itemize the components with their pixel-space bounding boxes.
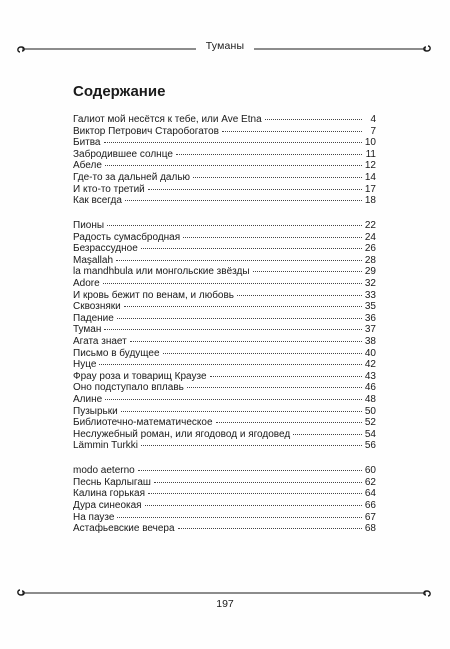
toc-entry-page: 36	[364, 312, 376, 324]
toc-group	[73, 114, 376, 207]
toc-entry-title: На паузе	[73, 511, 115, 523]
toc-entry	[73, 348, 376, 360]
toc-entry-title: Неслужебный роман, или ягодовод и ягодовед	[73, 428, 291, 440]
dot-leader	[187, 387, 362, 388]
toc-entry	[73, 359, 376, 371]
toc-entry-page: 42	[364, 359, 376, 371]
dot-leader	[104, 142, 363, 143]
toc-entry-page: 43	[364, 370, 376, 382]
toc-entry-title: Библиотечно-математическое	[73, 417, 213, 429]
toc-entry-title: Забродившее солнце	[73, 148, 173, 160]
dot-leader	[141, 445, 362, 446]
toc-entry-page: 64	[364, 488, 376, 500]
toc-entry-page: 17	[364, 183, 376, 195]
dot-leader	[253, 271, 362, 272]
running-head	[0, 40, 450, 52]
toc-group	[73, 465, 376, 535]
toc-entry	[73, 465, 376, 477]
toc-entry	[73, 336, 376, 348]
toc-entry-page: 35	[364, 301, 376, 313]
dot-leader	[265, 119, 362, 120]
toc-entry-page: 37	[364, 324, 376, 336]
dot-leader	[154, 482, 362, 483]
toc-entry	[73, 243, 376, 255]
toc-entry-title: Фрау роза и товарищ Краузе	[73, 370, 207, 382]
toc-entry-page: 10	[364, 137, 376, 149]
page-number-text: 197	[208, 598, 242, 610]
toc-entry-title: Как всегда	[73, 195, 122, 207]
dot-leader	[145, 505, 362, 506]
toc-entry-title: Падение	[73, 312, 114, 324]
toc-entry-title: Пузырьки	[73, 405, 118, 417]
page-number	[0, 598, 450, 610]
table-of-contents	[73, 114, 376, 548]
dot-leader	[141, 248, 362, 249]
dot-leader	[116, 260, 362, 261]
toc-entry	[73, 126, 376, 138]
toc-entry	[73, 137, 376, 149]
toc-entry	[73, 324, 376, 336]
toc-entry-page: 68	[364, 523, 376, 535]
toc-entry-title: Сквозняки	[73, 301, 121, 313]
toc-entry-title: Виктор Петрович Старобогатов	[73, 125, 219, 137]
toc-entry-page: 54	[364, 428, 376, 440]
toc-entry	[73, 255, 376, 267]
dot-leader	[105, 165, 362, 166]
toc-entry	[73, 232, 376, 244]
dot-leader	[104, 329, 362, 330]
toc-entry-page: 26	[364, 243, 376, 255]
dot-leader	[216, 422, 362, 423]
toc-entry-title: И кто-то третий	[73, 183, 145, 195]
toc-entry-page: 14	[364, 171, 376, 183]
toc-entry	[73, 149, 376, 161]
running-head-text: Туманы	[196, 40, 255, 52]
toc-entry-page: 67	[364, 511, 376, 523]
toc-entry-page: 11	[365, 148, 376, 160]
dot-leader	[99, 364, 362, 365]
toc-entry	[73, 278, 376, 290]
toc-entry-page: 33	[364, 289, 376, 301]
dot-leader	[210, 376, 362, 377]
toc-entry-page: 12	[364, 160, 376, 172]
dot-leader	[178, 528, 362, 529]
toc-entry	[73, 266, 376, 278]
dot-leader	[183, 237, 362, 238]
toc-entry	[73, 160, 376, 172]
toc-entry-page: 56	[364, 440, 376, 452]
toc-entry-title: Пионы	[73, 220, 105, 232]
toc-entry-title: Радость сумасбродная	[73, 231, 181, 243]
toc-entry-page: 22	[364, 220, 376, 232]
toc-entry	[73, 512, 376, 524]
toc-entry	[73, 220, 376, 232]
toc-entry	[73, 172, 376, 184]
toc-entry-title: Абеле	[73, 160, 102, 172]
dot-leader	[138, 470, 362, 471]
dot-leader	[163, 353, 362, 354]
toc-entry-title: Где-то за дальней далью	[73, 171, 191, 183]
toc-entry	[73, 429, 376, 441]
toc-entry	[73, 301, 376, 313]
toc-entry-page: 66	[364, 500, 376, 511]
toc-entry-page: 50	[364, 405, 376, 417]
toc-entry-page: 60	[364, 465, 376, 477]
dot-leader	[293, 434, 362, 435]
toc-group	[73, 220, 376, 452]
toc-entry-title: Калина горькая	[73, 488, 146, 500]
toc-entry	[73, 500, 376, 512]
toc-entry-title: Туман	[73, 324, 102, 336]
toc-entry	[73, 195, 376, 207]
toc-entry-title: Песнь Карлыгаш	[73, 476, 151, 488]
dot-leader	[237, 295, 362, 296]
toc-entry-title: Дура синеокая	[73, 500, 142, 511]
toc-entry-title: Битва	[73, 137, 101, 149]
toc-entry-page: 24	[364, 231, 376, 243]
dot-leader	[130, 341, 362, 342]
toc-entry-page: 18	[364, 195, 376, 207]
toc-entry	[73, 114, 376, 126]
toc-entry-page: 62	[364, 476, 376, 488]
toc-entry	[73, 406, 376, 418]
dot-leader	[117, 318, 362, 319]
dot-leader	[105, 399, 362, 400]
toc-entry-title: Безрассудное	[73, 243, 138, 255]
dot-leader	[121, 411, 362, 412]
toc-entry	[73, 523, 376, 535]
toc-entry-title: И кровь бежит по венам, и любовь	[73, 289, 235, 301]
toc-entry	[73, 440, 376, 452]
toc-entry	[73, 382, 376, 394]
dot-leader	[107, 225, 362, 226]
toc-entry-title: Adore	[73, 278, 100, 290]
dot-leader	[124, 306, 362, 307]
dot-leader	[193, 177, 362, 178]
toc-entry-title: modo aeterno	[73, 465, 135, 477]
toc-entry	[73, 184, 376, 196]
dot-leader	[103, 283, 362, 284]
dot-leader	[176, 154, 362, 155]
toc-entry-page: 29	[364, 266, 376, 278]
toc-entry-page: 40	[364, 347, 376, 359]
toc-entry-title: Lämmin Turkki	[73, 440, 139, 452]
toc-entry-title: Письмо в будущее	[73, 347, 160, 359]
toc-entry	[73, 371, 376, 383]
toc-entry-page: 7	[370, 125, 376, 137]
toc-entry	[73, 417, 376, 429]
toc-entry-page: 52	[364, 417, 376, 429]
dot-leader	[222, 131, 362, 132]
toc-entry	[73, 477, 376, 489]
toc-entry-page: 4	[370, 114, 376, 125]
toc-entry-title: Оно подступало вплавь	[73, 382, 184, 394]
toc-entry-title: Алине	[73, 393, 103, 405]
toc-entry-page: 48	[364, 393, 376, 405]
toc-entry-title: la mandhbula или монгольские звёзды	[73, 266, 250, 278]
toc-entry	[73, 313, 376, 325]
toc-entry-title: Галиот мой несётся к тебе, или Ave Etna	[73, 114, 262, 125]
toc-entry	[73, 290, 376, 302]
dot-leader	[148, 189, 362, 190]
toc-entry	[73, 394, 376, 406]
toc-entry	[73, 488, 376, 500]
dot-leader	[125, 200, 362, 201]
toc-entry-title: Maşallah	[73, 254, 114, 266]
toc-entry-title: Агата знает	[73, 335, 127, 347]
dot-leader	[148, 493, 362, 494]
toc-entry-page: 28	[364, 254, 376, 266]
contents-heading: Содержание	[73, 83, 166, 100]
dot-leader	[117, 517, 362, 518]
toc-entry-title: Астафьевские вечера	[73, 523, 175, 535]
toc-entry-title: Нуце	[73, 359, 97, 371]
toc-entry-page: 32	[364, 278, 376, 290]
toc-entry-page: 46	[364, 382, 376, 394]
toc-entry-page: 38	[364, 335, 376, 347]
